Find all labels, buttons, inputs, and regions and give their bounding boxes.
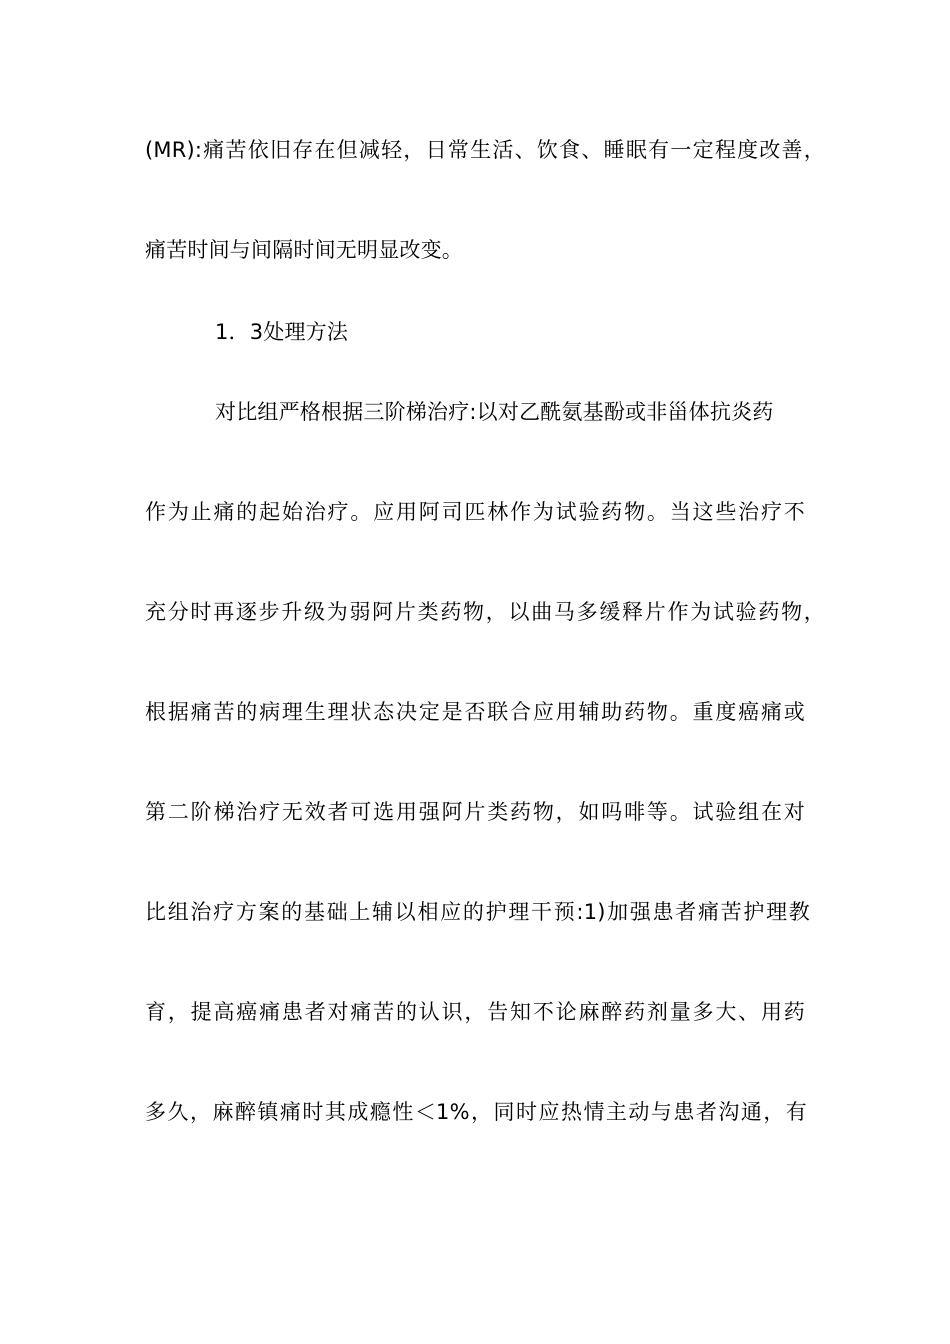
text-line: 作为止痛的起始治疗。应用阿司匹林作为试验药物。当这些治疗不 — [145, 500, 805, 524]
section-heading: 1．3处理方法 — [215, 320, 349, 344]
text-line: (MR):痛苦依旧存在但减轻，日常生活、饮食、睡眠有一定程度改善， — [145, 138, 825, 162]
text-line: 根据痛苦的病理生理状态决定是否联合应用辅助药物。重度癌痛或 — [145, 700, 805, 724]
text-line: 多久，麻醉镇痛时其成瘾性＜1%，同时应热情主动与患者沟通，有 — [145, 1100, 807, 1124]
text-line: 育，提高癌痛患者对痛苦的认识，告知不论麻醉药剂量多大、用药 — [145, 1000, 805, 1024]
paragraph-first-line: 对比组严格根据三阶梯治疗:以对乙酰氨基酚或非甾体抗炎药 — [215, 400, 774, 424]
text-line: 充分时再逐步升级为弱阿片类药物，以曲马多缓释片作为试验药物， — [145, 600, 825, 624]
text-line: 比组治疗方案的基础上辅以相应的护理干预:1)加强患者痛苦护理教 — [145, 900, 810, 924]
text-line: 痛苦时间与间隔时间无明显改变。 — [145, 238, 463, 262]
text-line: 第二阶梯治疗无效者可选用强阿片类药物，如吗啡等。试验组在对 — [145, 800, 805, 824]
